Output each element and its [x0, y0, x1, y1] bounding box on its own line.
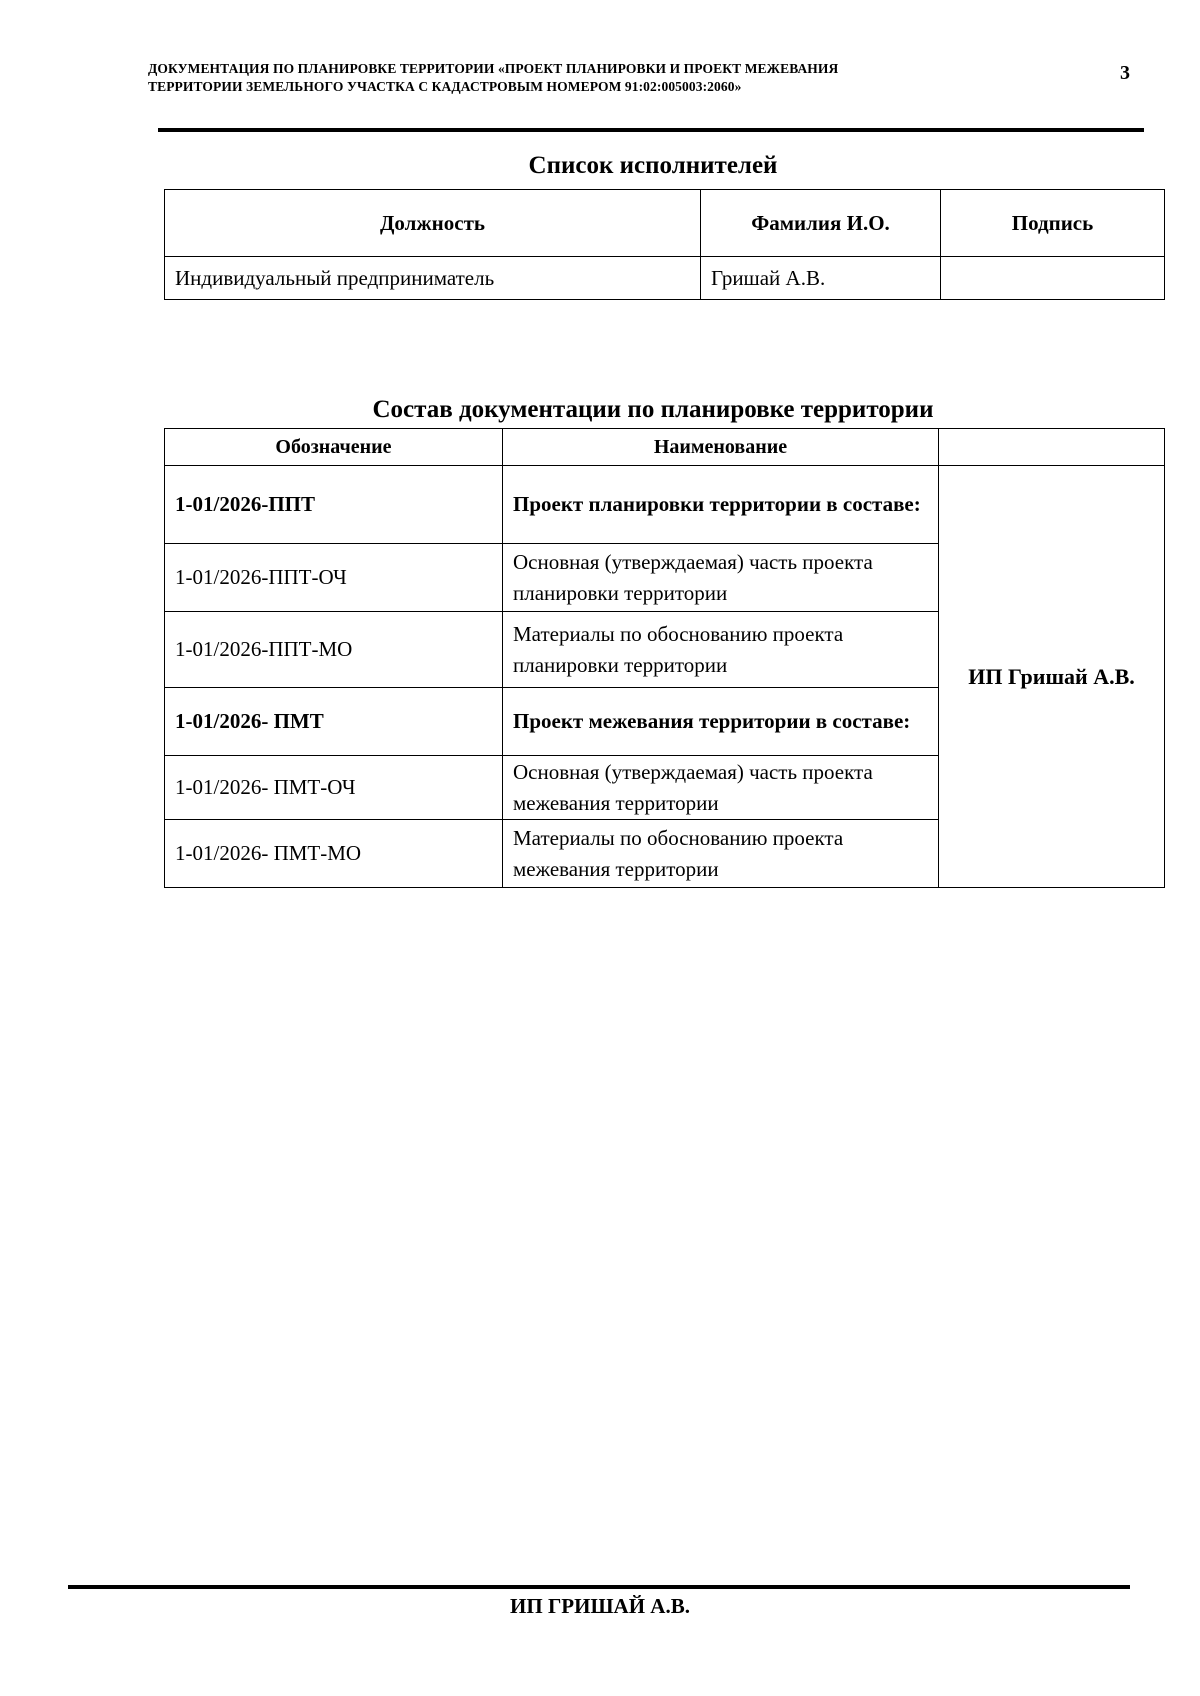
column-header-signature: Подпись: [941, 190, 1165, 257]
document-title: Материалы по обоснованию проекта планировки территории: [503, 612, 939, 688]
composition-table: [164, 428, 1165, 888]
header-line-1: ДОКУМЕНТАЦИЯ ПО ПЛАНИРОВКЕ ТЕРРИТОРИИ «ПРОЕКТ ПЛАНИРОВКИ И ПРОЕКТ МЕЖЕВАНИЯ: [148, 61, 839, 76]
performers-title: Список исполнителей: [528, 152, 778, 179]
column-header-name: Фамилия И.О.: [701, 190, 941, 257]
table-row: [165, 466, 1165, 544]
document-code: 1-01/2026-ППТ: [165, 466, 503, 544]
document-title: Основная (утверждаемая) часть проекта планировки территории: [503, 544, 939, 612]
performer-signature: [941, 257, 1165, 300]
footer-divider: [68, 1585, 1130, 1589]
performer-name: Гришай А.В.: [701, 257, 941, 300]
document-title: Основная (утверждаемая) часть проекта межевания территории: [503, 756, 939, 820]
footer-company: ИП ГРИШАЙ А.В.: [510, 1594, 690, 1618]
column-header-code: Обозначение: [165, 429, 503, 466]
performer-position: Индивидуальный предприниматель: [165, 257, 701, 300]
performers-table: [164, 189, 1165, 300]
document-title: Материалы по обоснованию проекта межевания территории: [503, 820, 939, 888]
composition-header-row: [165, 429, 1165, 466]
column-header-executor: [939, 429, 1165, 466]
column-header-position: Должность: [165, 190, 701, 257]
document-code: 1-01/2026- ПМТ-ОЧ: [165, 756, 503, 820]
column-header-title: Наименование: [503, 429, 939, 466]
header-divider: [158, 128, 1144, 132]
performers-header-row: [165, 190, 1165, 257]
header-line-2: ТЕРРИТОРИИ ЗЕМЕЛЬНОГО УЧАСТКА С КАДАСТРОВЫМ НОМЕРОМ 91:02:005003:2060»: [148, 79, 742, 94]
composition-title: Состав документации по планировке территории: [372, 396, 934, 423]
document-code: 1-01/2026-ППТ-ОЧ: [165, 544, 503, 612]
document-title: Проект межевания территории в составе:: [503, 688, 939, 756]
document-code: 1-01/2026- ПМТ: [165, 688, 503, 756]
document-code: 1-01/2026-ППТ-МО: [165, 612, 503, 688]
document-code: 1-01/2026- ПМТ-МО: [165, 820, 503, 888]
document-title: Проект планировки территории в составе:: [503, 466, 939, 544]
executor-cell: ИП Гришай А.В.: [939, 466, 1165, 888]
table-row: [165, 257, 1165, 300]
document-header: [148, 60, 1048, 96]
page-number: 3: [1120, 62, 1130, 84]
